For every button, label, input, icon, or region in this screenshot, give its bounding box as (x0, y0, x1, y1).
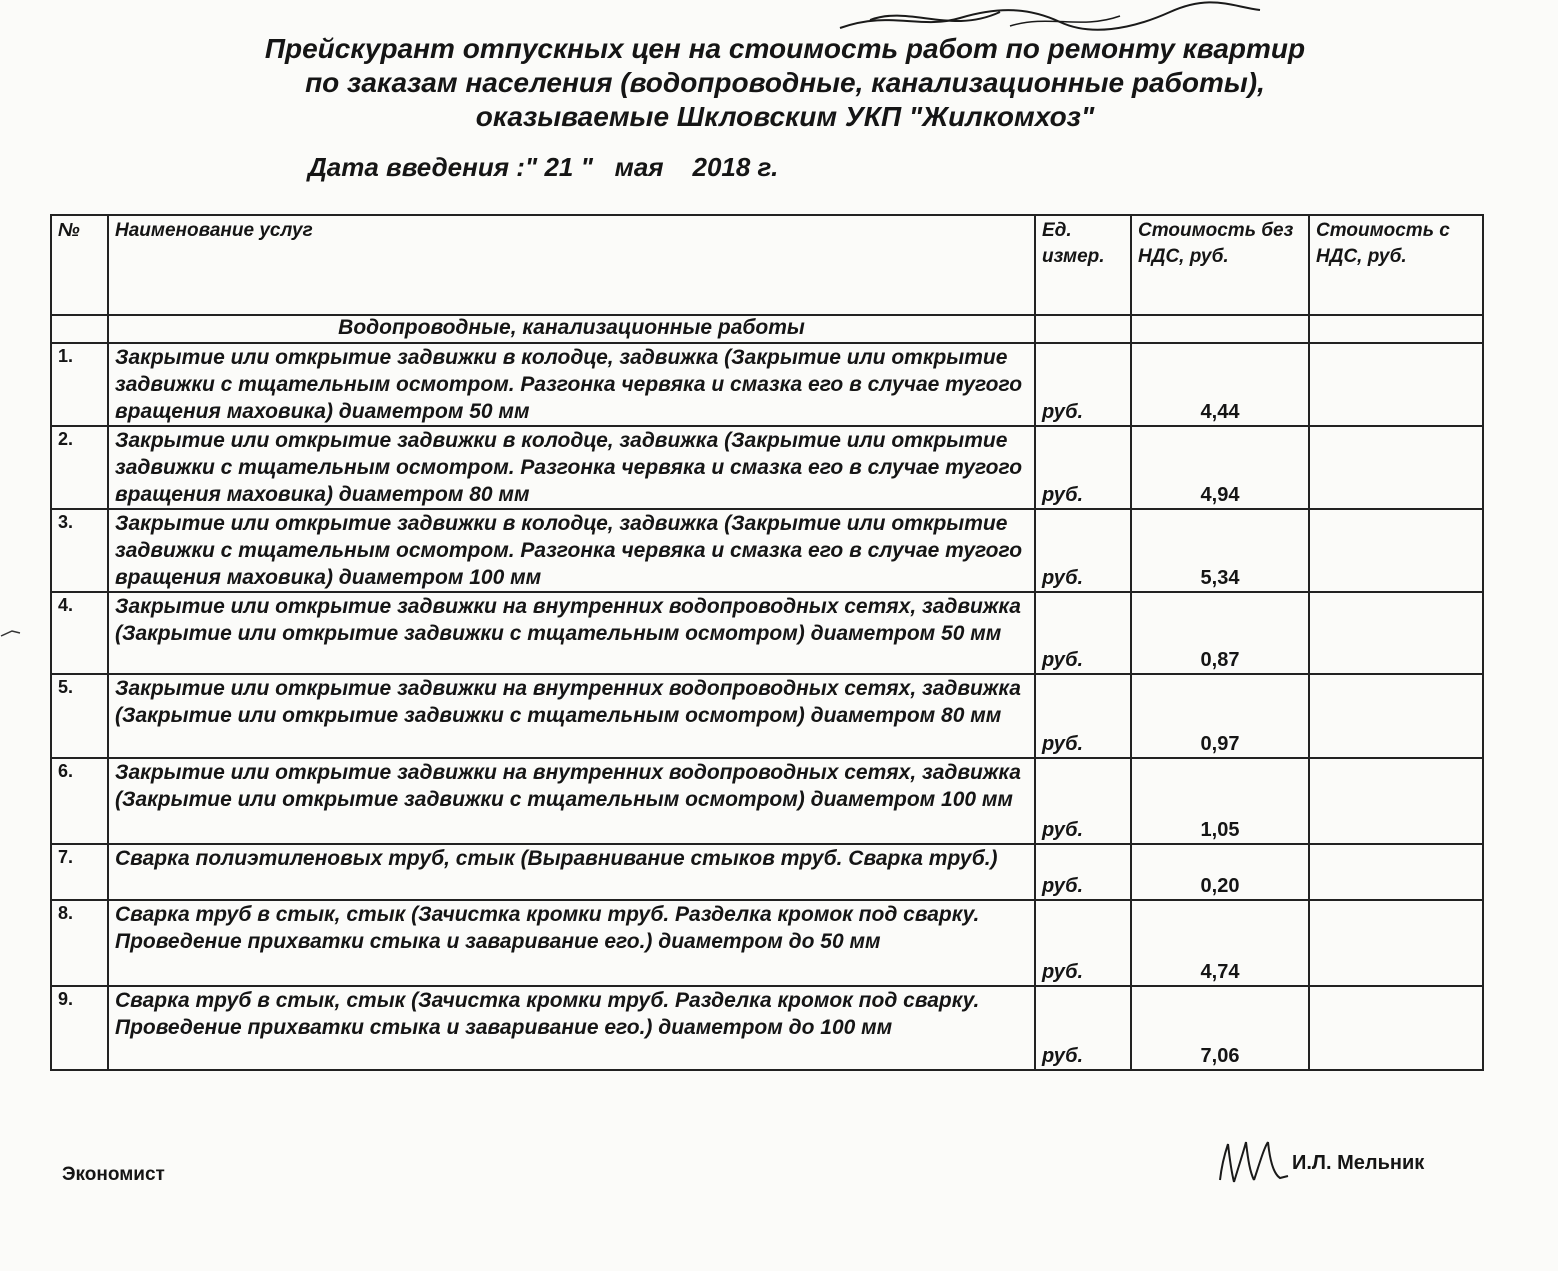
row-price: 4,74 (1131, 900, 1309, 986)
economist-position: Экономист (62, 1164, 165, 1185)
row-desc: Закрытие или открытие задвижки в колодце, задвижка (Закрытие или открытие задвижки с тщательным осмотром. Разгонка червяка и смазка его в случае тугого вращения маховика) диаметром 50 мм (108, 343, 1035, 426)
row-desc: Сварка труб в стык, стык (Зачистка кромки труб. Разделка кромок под сварку. Проведение прихватки стыка и заваривание его.) диаметром до 100 мм (108, 986, 1035, 1070)
row-price: 7,06 (1131, 986, 1309, 1070)
title-line-2: по заказам населения (водопроводные, канализационные работы), (305, 67, 1265, 98)
row-unit: руб. (1035, 509, 1131, 592)
header-num: № (51, 215, 108, 315)
row-desc: Закрытие или открытие задвижки в колодце, задвижка (Закрытие или открытие задвижки с тщательным осмотром. Разгонка червяка и смазка его в случае тугого вращения маховика) диаметром 100 мм (108, 509, 1035, 592)
row-unit: руб. (1035, 986, 1131, 1070)
margin-mark-icon (0, 628, 22, 638)
row-price-vat (1309, 758, 1483, 844)
row-unit: руб. (1035, 844, 1131, 900)
title-line-1: Прейскурант отпускных цен на стоимость работ по ремонту квартир (264, 33, 1306, 64)
row-num: 4. (51, 592, 108, 674)
row-price: 1,05 (1131, 758, 1309, 844)
row-price: 4,44 (1131, 343, 1309, 426)
row-num: 2. (51, 426, 108, 509)
row-desc: Закрытие или открытие задвижки в колодце, задвижка (Закрытие или открытие задвижки с тщательным осмотром. Разгонка червяка и смазка его в случае тугого вращения маховика) диаметром 80 мм (108, 426, 1035, 509)
row-unit: руб. (1035, 900, 1131, 986)
table-row (51, 844, 1483, 900)
table-row (51, 674, 1483, 758)
table-row (51, 900, 1483, 986)
section-row (51, 315, 1483, 343)
row-price-vat (1309, 592, 1483, 674)
table-row (51, 986, 1483, 1070)
table-row (51, 592, 1483, 674)
row-num: 6. (51, 758, 108, 844)
row-unit: руб. (1035, 592, 1131, 674)
effective-date: Дата введения :" 21 " мая 2018 г. (308, 152, 779, 182)
title-line-3: оказываемые Шкловским УКП "Жилкомхоз" (475, 101, 1095, 132)
row-price-vat (1309, 426, 1483, 509)
row-unit: руб. (1035, 674, 1131, 758)
row-num: 1. (51, 343, 108, 426)
row-price: 5,34 (1131, 509, 1309, 592)
row-price: 4,94 (1131, 426, 1309, 509)
row-price-vat (1309, 509, 1483, 592)
row-price-vat (1309, 986, 1483, 1070)
section-title: Водопроводные, канализационные работы (108, 315, 1035, 343)
table-row (51, 509, 1483, 592)
row-price-vat (1309, 900, 1483, 986)
row-price-vat (1309, 674, 1483, 758)
row-desc: Закрытие или открытие задвижки на внутренних водопроводных сетях, задвижка (Закрытие или открытие задвижки с тщательным осмотром) диаметром 100 мм (108, 758, 1035, 844)
economist-signature-icon (1212, 1132, 1292, 1192)
row-price-vat (1309, 343, 1483, 426)
row-unit: руб. (1035, 426, 1131, 509)
header-price-vat: Стоимость с НДС, руб. (1309, 215, 1483, 315)
row-desc: Закрытие или открытие задвижки на внутренних водопроводных сетях, задвижка (Закрытие или открытие задвижки с тщательным осмотром) диаметром 50 мм (108, 592, 1035, 674)
row-desc: Сварка труб в стык, стык (Зачистка кромки труб. Разделка кромок под сварку. Проведение прихватки стыка и заваривание его.) диаметром до 50 мм (108, 900, 1035, 986)
row-num: 3. (51, 509, 108, 592)
table-row (51, 758, 1483, 844)
row-num: 9. (51, 986, 108, 1070)
row-desc: Сварка полиэтиленовых труб, стык (Выравнивание стыков труб. Сварка труб.) (108, 844, 1035, 900)
row-unit: руб. (1035, 343, 1131, 426)
table-row (51, 426, 1483, 509)
row-unit: руб. (1035, 758, 1131, 844)
row-num: 8. (51, 900, 108, 986)
header-price: Стоимость без НДС, руб. (1131, 215, 1309, 315)
row-price-vat (1309, 844, 1483, 900)
price-table (50, 214, 1484, 1071)
header-unit: Ед. измер. (1035, 215, 1131, 315)
table-row (51, 343, 1483, 426)
row-desc: Закрытие или открытие задвижки на внутренних водопроводных сетях, задвижка (Закрытие или открытие задвижки с тщательным осмотром) диаметром 80 мм (108, 674, 1035, 758)
row-price: 0,97 (1131, 674, 1309, 758)
row-num: 7. (51, 844, 108, 900)
table-header-row (51, 215, 1483, 315)
header-name: Наименование услуг (108, 215, 1035, 315)
row-num: 5. (51, 674, 108, 758)
row-price: 0,87 (1131, 592, 1309, 674)
document-title (150, 32, 1420, 134)
signatory-name: И.Л. Мельник (1292, 1152, 1425, 1174)
row-price: 0,20 (1131, 844, 1309, 900)
